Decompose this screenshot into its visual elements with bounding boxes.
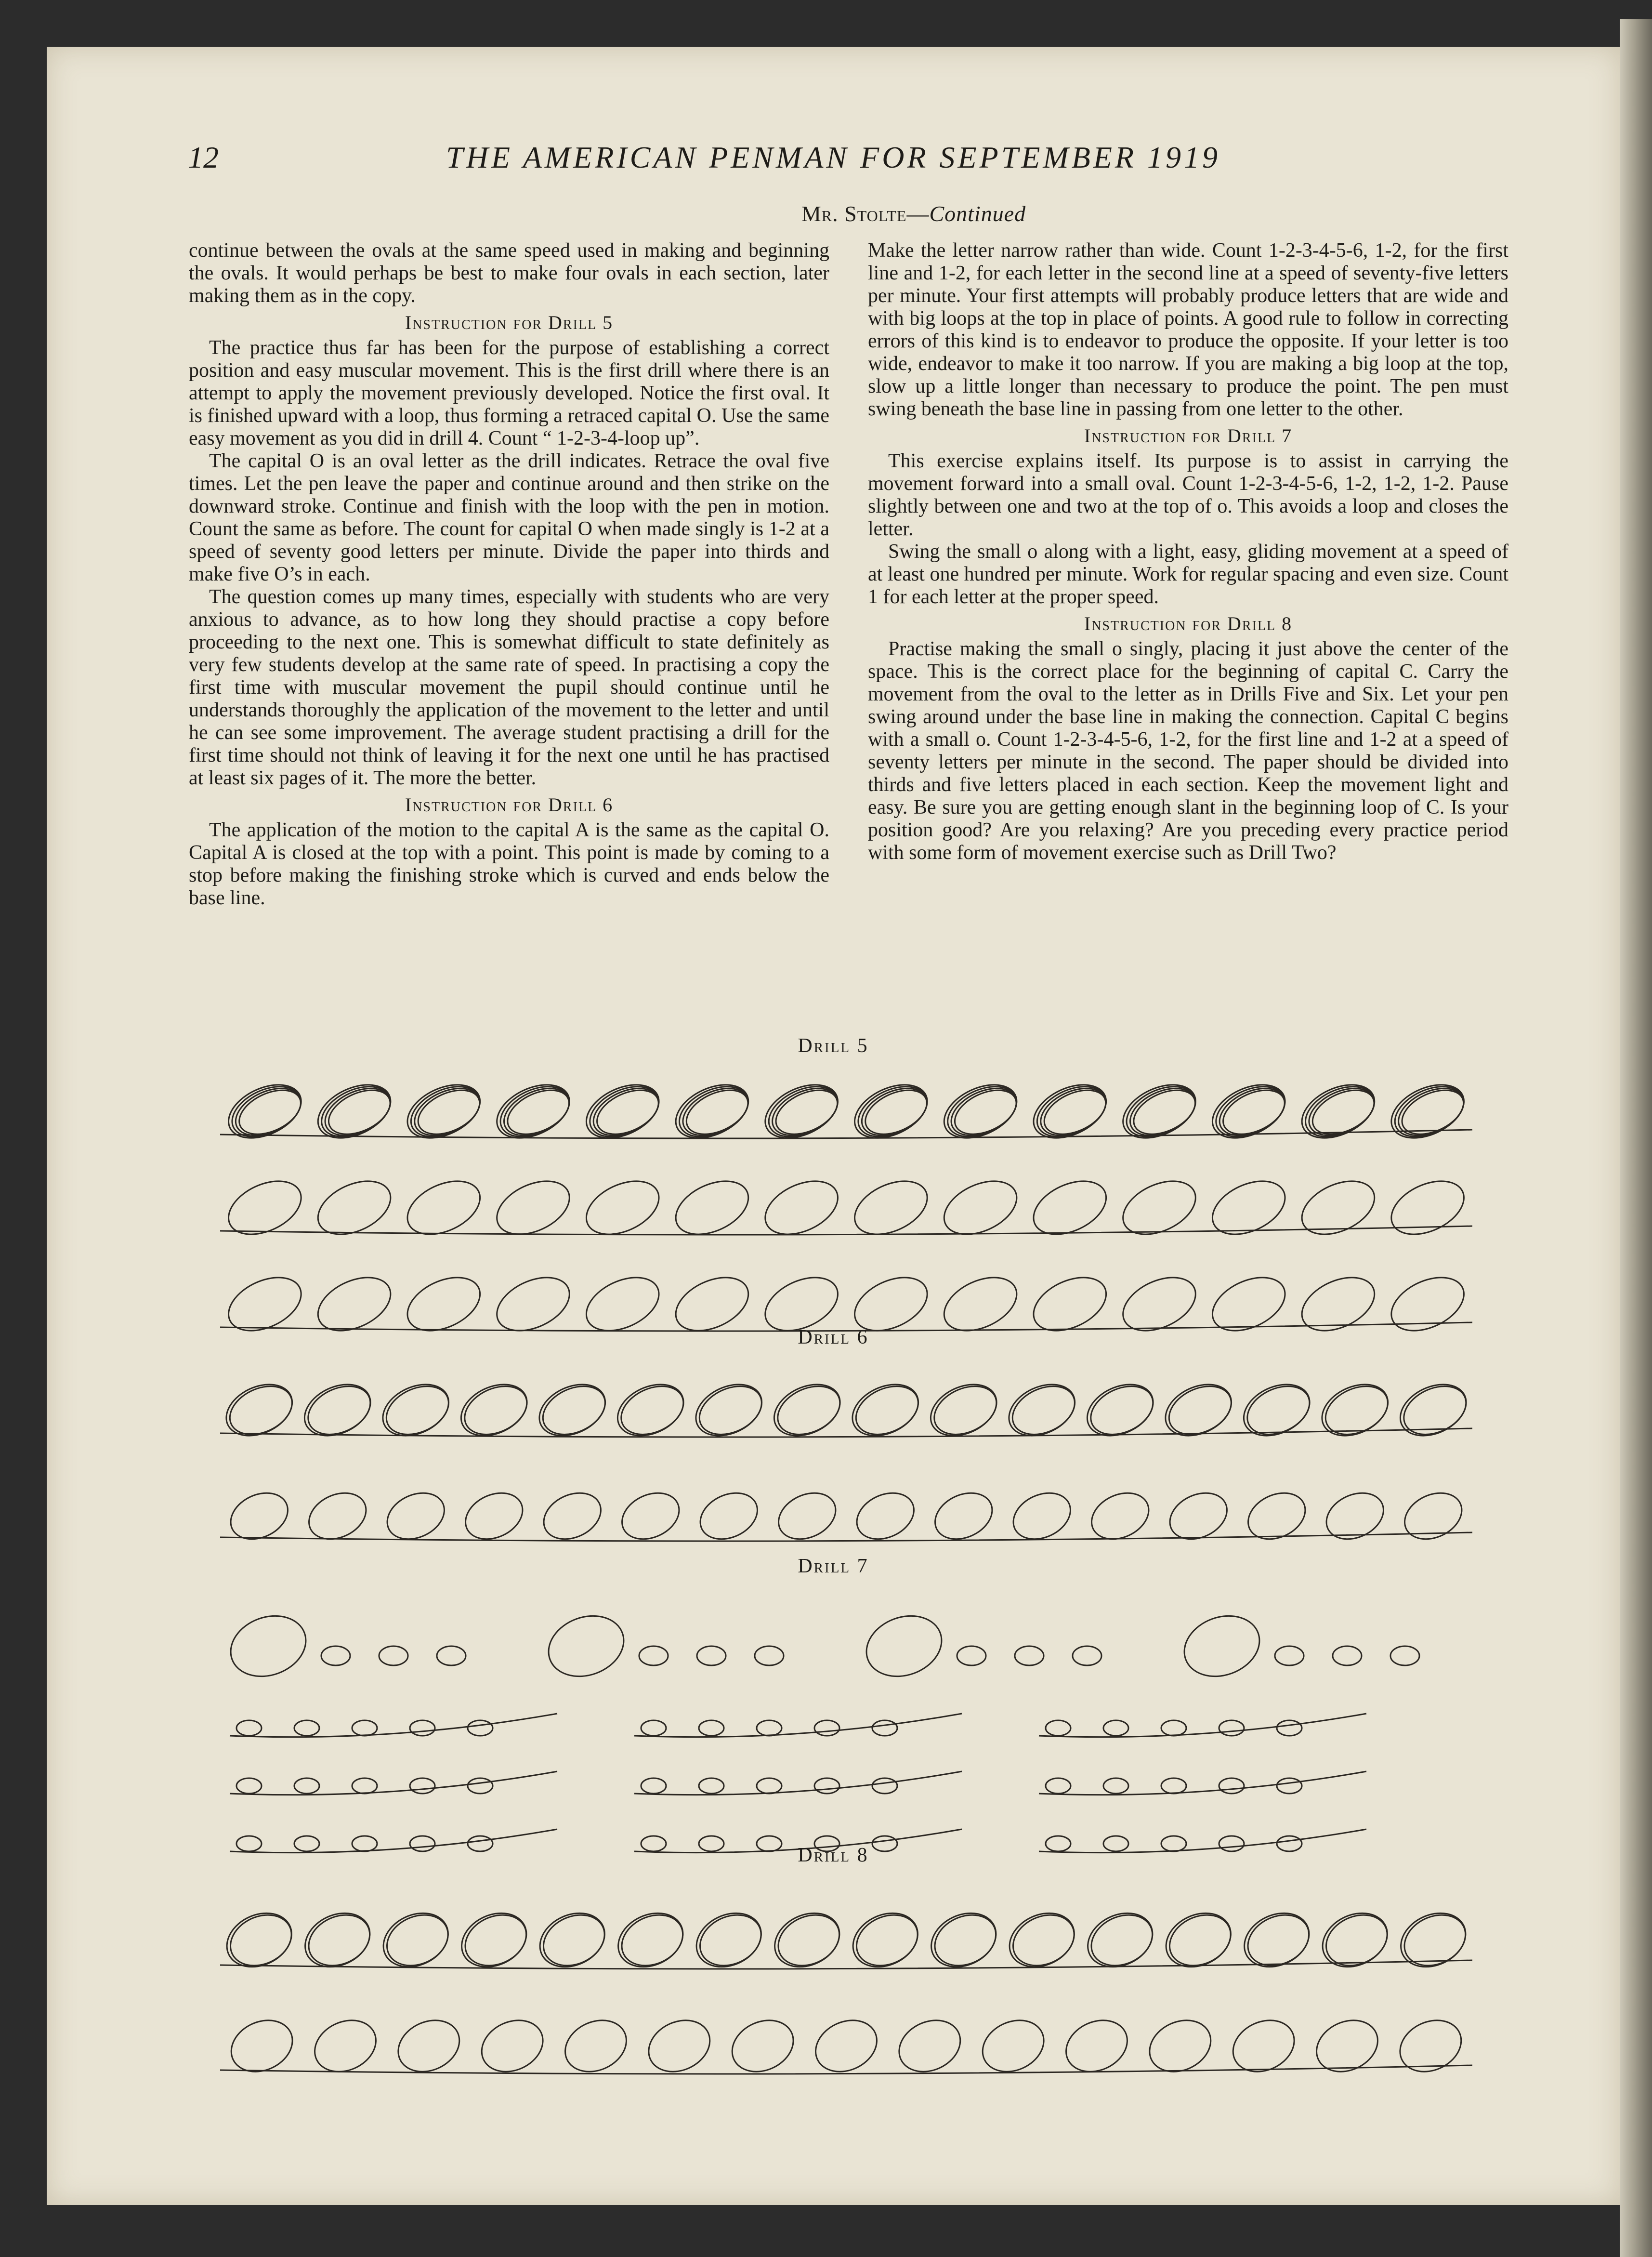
paragraph: The practice thus far has been for the purpose of establishing a correct position and easy muscular movement. This is the first drill where there is an attempt to apply the movement previously developed. Notice the first oval. It is finished upward with a loop, thus forming a retraced capital O. Use the same easy movement as you did in drill 4. Count “ 1-2-3-4-loop up”. — [189, 337, 829, 449]
drill-6-letter-a — [927, 1377, 1004, 1444]
drill-7-small-o — [1277, 1778, 1302, 1794]
drill-5-oval — [1294, 1171, 1383, 1245]
drill-6-letter-a — [1006, 1484, 1078, 1548]
drill-5-label: Drill 5 — [798, 1035, 869, 1057]
drill-7-small-o — [1103, 1720, 1128, 1736]
drill-6-letter-a — [766, 1374, 848, 1446]
drill-7-small-o — [1219, 1720, 1244, 1736]
drill-6-letter-a — [922, 1374, 1005, 1446]
drill-8-letter-c — [473, 2011, 551, 2081]
drill-8-letter-c — [1308, 2011, 1386, 2081]
drill-7-small-o — [1275, 1646, 1304, 1665]
drill-7-small-o — [1161, 1720, 1186, 1736]
drill-6-letter-a — [453, 1374, 535, 1446]
drill-6-letter-a — [458, 1484, 530, 1548]
drill-6-letter-a-connector — [220, 1532, 1472, 1541]
drill-5-oval — [220, 1074, 310, 1149]
drill-6-letter-a — [379, 1377, 456, 1444]
paragraph: continue between the ovals at the same speed used in making and beginning the ovals. It would perhaps be best to make four ovals in each section, later making them as in the copy. — [189, 239, 829, 307]
drill-5-oval — [1383, 1074, 1472, 1149]
paragraph: The capital O is an oval letter as the drill indicates. Retrace the oval five times. Let the pen leave the paper and continue around and then strike on the downward stroke. Continue and finish with the loop with the pen in motion. Count the same as before. The count for capital O when made singly is 1-2 at a speed of seventy good letters per minute. Divide the paper into thirds and make five O’s in each. — [189, 450, 829, 585]
drill-8-letter-c — [557, 2011, 635, 2081]
drill-7-small-o — [755, 1646, 784, 1665]
drill-8-letter — [770, 1905, 848, 1975]
drill-5-oval — [1204, 1074, 1294, 1149]
drill-8-letter-c — [807, 2011, 885, 2081]
drill-8-letter — [692, 1905, 769, 1975]
drill-6-letter-a — [693, 1484, 765, 1548]
drill-5-penmanship — [47, 1068, 1620, 1367]
drill-7-small-o — [294, 1778, 319, 1794]
drill-7-capital-o — [540, 1606, 632, 1686]
drill-7-small-o — [236, 1720, 262, 1736]
drill-6-letter-a — [688, 1374, 770, 1446]
drill-7-capital-o — [858, 1606, 950, 1686]
magazine-page — [47, 47, 1620, 2205]
drill-7-small-o — [1277, 1720, 1302, 1736]
drill-8-letter — [927, 1905, 1004, 1975]
drill-7-small-o — [1073, 1646, 1101, 1665]
paragraph: The application of the motion to the capital A is the same as the capital O. Capital A is closed at the top with a point. This point is made by coming to a stop before making the finishing stroke which is curved and ends below the base line. — [189, 819, 829, 909]
drill-6-letter-a — [218, 1374, 301, 1446]
byline-author: Mr. Stolte — [801, 201, 907, 226]
drill-7-connector — [230, 1771, 557, 1795]
drill-6-letter-a-connector — [220, 1428, 1472, 1437]
drill-7-small-o — [641, 1778, 666, 1794]
drill-7-small-o — [410, 1720, 435, 1736]
section-heading: Instruction for Drill 7 — [1084, 425, 1293, 447]
drill-7-small-o — [1390, 1646, 1419, 1665]
left-column — [189, 239, 829, 910]
drill-5-oval — [1383, 1171, 1472, 1245]
page-edge — [1620, 19, 1652, 2257]
byline: Mr. Stolte—Continued — [801, 201, 1026, 226]
drill-7-small-o — [437, 1646, 466, 1665]
drill-5-oval — [310, 1171, 399, 1245]
drill-7-connector — [1039, 1771, 1366, 1795]
drill-5-oval — [1114, 1171, 1204, 1245]
drill-6-letter-a — [457, 1377, 535, 1444]
drill-8-letter-c — [724, 2011, 802, 2081]
drill-7-small-o — [699, 1720, 724, 1736]
drill-7-small-o — [814, 1778, 839, 1794]
paragraph: This exercise explains itself. Its purpose is to assist in carrying the movement forward into a small oval. Count 1-2-3-4-5-6, 1-2, 1-2, 1-2. Pause slightly between one and two at the top of o. This avoids a loop and closes the letter. — [868, 450, 1508, 540]
drill-6-label: Drill 6 — [798, 1326, 869, 1348]
drill-6-letter-a — [1157, 1374, 1240, 1446]
drill-8-letter-c — [640, 2011, 718, 2081]
drill-7-capital-o — [1176, 1606, 1268, 1686]
drill-6-penmanship — [47, 1357, 1620, 1574]
drill-7-small-o — [757, 1720, 782, 1736]
paragraph: Practise making the small o singly, placing it just above the center of the space. This is the correct place for the beginning of capital C. Carry the movement from the oval to the letter as in Drills Five and Six. Let your pen swing around under the base line in making the connection. Capital C begins with a small o. Count 1-2-3-4-5-6, 1-2, for the first line and 1-2 at a speed of seventy letters per minute in the second. The paper should be divided into thirds and five letters placed in each section. Keep the movement light and easy. Be sure you are getting enough slant in the beginning loop of C. Is your position good? Are you relaxing? Are you preceding every practice period with some form of movement exercise such as Drill Two? — [868, 638, 1508, 864]
section-heading: Instruction for Drill 8 — [1084, 613, 1293, 634]
drill-7-small-o — [1015, 1646, 1044, 1665]
section-heading: Instruction for Drill 5 — [405, 312, 614, 333]
drill-5-oval-connector — [220, 1130, 1472, 1138]
drill-8-letter — [1318, 1905, 1395, 1975]
drill-8-letter-c — [891, 2011, 969, 2081]
drill-7-label: Drill 7 — [798, 1555, 869, 1577]
drill-7-small-o — [1161, 1778, 1186, 1794]
drill-5-oval-connector — [220, 1226, 1472, 1235]
drill-6-letter-a — [771, 1484, 843, 1548]
drill-6-letter-a — [1240, 1377, 1317, 1444]
drill-8-label: Drill 8 — [798, 1844, 869, 1866]
paragraph: The question comes up many times, especially with students who are very anxious to advance, as to how long they should practise a copy before proceeding to the next one. This is somewhat difficult to state definitely as very few students develop at the same rate of speed. In practising a copy the first time with muscular movement the pupil should continue until he understands thoroughly the application of the movement to the letter and until he can see some improvement. The average student practising a drill for the first time should not think of leaving it for the next one until he has practised at least six pages of it. The more the better. — [189, 586, 829, 789]
drill-6-letter-a — [1241, 1484, 1313, 1548]
drill-7-small-o — [1046, 1720, 1071, 1736]
drill-6-letter-a — [615, 1484, 687, 1548]
page-header — [47, 140, 1620, 188]
drill-5-oval — [668, 1074, 757, 1149]
drill-6-letter-a — [928, 1484, 1000, 1548]
drill-8-letter-c — [974, 2011, 1052, 2081]
drill-8-letter — [535, 1905, 613, 1975]
drill-6-letter-a — [614, 1377, 691, 1444]
drill-7-small-o — [236, 1778, 262, 1794]
drill-7-small-o — [468, 1720, 493, 1736]
drill-7-small-o — [410, 1778, 435, 1794]
drill-8-letter — [1396, 1905, 1474, 1975]
drill-8-penmanship — [47, 1877, 1620, 2094]
drill-8-letter — [1083, 1905, 1161, 1975]
drill-7-small-o — [1046, 1778, 1071, 1794]
drill-7-connector — [634, 1771, 962, 1795]
drill-6-letter-a — [1397, 1484, 1469, 1548]
drill-8-letter-connector — [220, 1960, 1472, 1969]
drill-7-small-o — [294, 1720, 319, 1736]
drill-7-small-o — [639, 1646, 668, 1665]
byline-continued: Continued — [929, 201, 1026, 226]
drill-6-letter-a — [1396, 1377, 1474, 1444]
drill-7-connector — [634, 1714, 962, 1737]
paragraph: Swing the small o along with a light, easy, gliding movement at a speed of at least one hundred per minute. Work for regular spacing and even size. Count 1 for each letter at the proper speed. — [868, 541, 1508, 608]
drill-6-letter-a — [1392, 1374, 1474, 1446]
drill-7-small-o — [1103, 1778, 1128, 1794]
drill-8-letter-c — [390, 2011, 468, 2081]
drill-8-letter-c — [1225, 2011, 1303, 2081]
drill-7-small-o — [1219, 1778, 1244, 1794]
drill-5-oval — [1204, 1171, 1294, 1245]
right-column — [868, 239, 1508, 864]
drill-5-oval — [1114, 1074, 1204, 1149]
drill-6-letter-a — [531, 1374, 614, 1446]
drill-7-small-o — [697, 1646, 726, 1665]
drill-5-oval — [1294, 1074, 1383, 1149]
drill-7-small-o — [872, 1778, 897, 1794]
drill-7-small-o — [321, 1646, 350, 1665]
drill-7-small-o — [1333, 1646, 1362, 1665]
drill-6-letter-a — [844, 1374, 927, 1446]
drill-8-letter — [301, 1905, 378, 1975]
drill-8-letter-c-connector — [220, 2065, 1472, 2074]
drill-8-letter — [848, 1905, 926, 1975]
drill-7-connector — [230, 1714, 557, 1737]
drill-8-letter — [1005, 1905, 1082, 1975]
drill-7-small-o — [641, 1720, 666, 1736]
drill-7-small-o — [352, 1720, 377, 1736]
drill-7-connector — [1039, 1714, 1366, 1737]
drill-7-small-o — [957, 1646, 986, 1665]
drill-7-small-o — [872, 1720, 897, 1736]
running-title: THE AMERICAN PENMAN FOR SEPTEMBER 1919 — [446, 140, 1220, 174]
drill-8-letter — [614, 1905, 691, 1975]
paragraph: Make the letter narrow rather than wide. Count 1-2-3-4-5-6, 1-2, for the first line and 1-2, for each letter in the second line at a speed of seventy-five letters per minute. Your first attempts will probably produce letters that are wide and with big loops at the top in place of points. A good rule to follow in correcting errors of this kind is to endeavor to produce the opposite. If your letter is too wide, endeavor to make it too narrow. If you are making a big loop at the top, slow up a little longer than necessary to produce the point. The pen must swing beneath the base line in passing from one letter to the other. — [868, 239, 1508, 420]
drill-6-letter-a — [1319, 1484, 1391, 1548]
drill-6-letter-a — [535, 1377, 613, 1444]
drill-7-small-o — [468, 1778, 493, 1794]
drill-5-oval — [220, 1171, 310, 1245]
drill-7-small-o — [379, 1646, 408, 1665]
drill-8-letter-c — [1391, 2011, 1469, 2081]
drill-6-letter-a — [849, 1484, 921, 1548]
drill-6-letter-a — [1314, 1374, 1396, 1446]
drill-7-small-o — [757, 1778, 782, 1794]
drill-7-small-o — [814, 1720, 839, 1736]
drill-7-capital-o — [222, 1606, 314, 1686]
drill-8-letter-c — [306, 2011, 384, 2081]
drill-5-oval — [310, 1074, 399, 1149]
drill-6-letter-a — [609, 1374, 692, 1446]
drill-6-letter-a — [1318, 1377, 1395, 1444]
drill-6-letter-a — [536, 1484, 608, 1548]
page-number: 12 — [188, 140, 219, 174]
drill-6-letter-a — [770, 1377, 848, 1444]
drill-6-letter-a — [848, 1377, 926, 1444]
drill-7-small-o — [352, 1778, 377, 1794]
drill-8-letter-c — [1058, 2011, 1136, 2081]
drill-8-letter — [379, 1905, 456, 1975]
section-heading: Instruction for Drill 6 — [405, 794, 614, 816]
drill-8-letter — [457, 1905, 535, 1975]
drill-6-letter-a — [1235, 1374, 1318, 1446]
drill-5-oval — [668, 1171, 757, 1245]
drill-6-letter-a — [380, 1484, 452, 1548]
drill-6-letter-a — [1005, 1377, 1082, 1444]
drill-7-small-o — [699, 1778, 724, 1794]
drill-7-penmanship — [47, 1584, 1620, 1882]
drill-6-letter-a — [692, 1377, 769, 1444]
